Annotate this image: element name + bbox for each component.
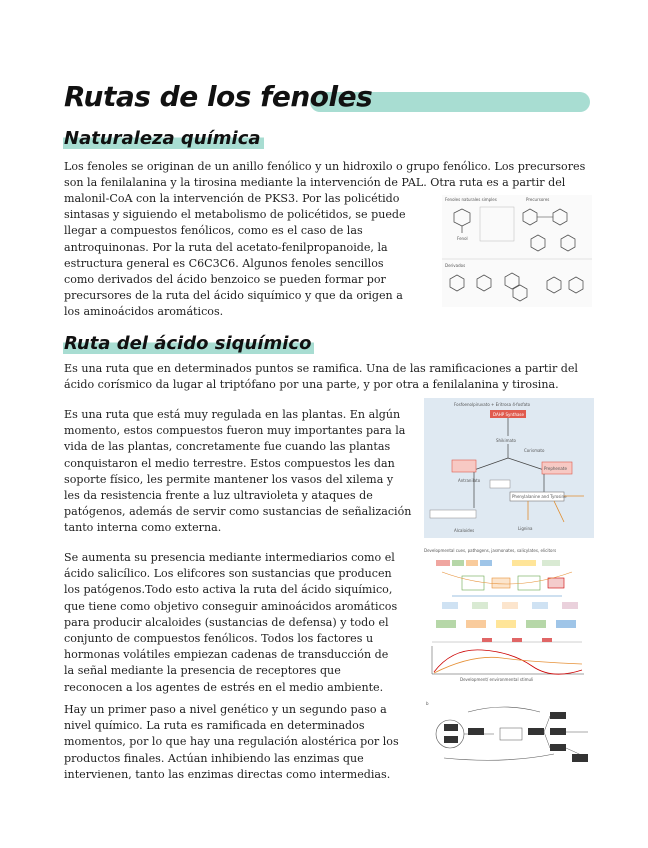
fig-shik-box2: Prephenate — [544, 466, 567, 471]
figure-signaling — [422, 546, 592, 684]
fig-shik-node3: Antranilato — [458, 478, 481, 483]
section-heading-naturaleza — [63, 128, 264, 149]
fig-phenols-label-b: Derivados — [445, 263, 466, 268]
fig-sig-header: Developmental cues, pathogens, jasmonates, salicylates, elicitors — [424, 548, 557, 553]
fig-phenols-right-title: Precursores — [526, 197, 550, 202]
section-heading-siquimico-text: Ruta del ácido siquímico — [63, 333, 314, 354]
fig-shik-out2: Alcaloides — [454, 528, 475, 533]
title-block — [64, 80, 604, 120]
fig-reg-label: b — [426, 701, 429, 706]
fig-phenols-label-a: Fenol — [457, 236, 468, 241]
figure-regulation — [424, 698, 594, 766]
paragraph-siquimico-3: Se aumenta su presencia mediante intermediarios como el ácido salicílico. Los elifcores son sustancias que producen los patógenos.Todo esto activa la ruta del ácido siquímico, que tiene como objetivo conseguir aminoácidos aromáticos para producir alcaloides (sustancias de defensa) y todo el conjunto de compuestos fenólicos. Todos los factores u hormonas volátiles empiezan cadenas de transducción de la señal mediante la presencia de receptores que reconocen a los agentes de estrés en el medio ambiente. — [64, 551, 398, 694]
paragraph-naturaleza-wrapped: malonil-CoA con la intervención de PKS3. Por las policétido sintasas y siguiendo el metabolismo de policétidos, se puede llegar a compuestos fenólicos, como es el caso de las antroquinonas. Por la ruta del acetato-fenilpropanoide, la estructura general es C6C3C6. Algunos fenoles sencillos como derivados del ácido benzoico se pueden formar por precursores de la ruta del ácido siquímico y que da origen a los aminoácidos aromáticos. — [64, 192, 406, 319]
section-heading-siquimico — [63, 333, 314, 354]
paragraph-naturaleza-line-2: son la fenilalanina y la tirosina mediante la intervención de PAL. Otra ruta es a partir del — [64, 176, 566, 189]
fig-shik-box1: DAHP Synthase — [493, 412, 524, 417]
paragraph-naturaleza-line-1: Los fenoles se originan de un anillo fenólico y un hidroxilo o grupo fenólico. Los precursores — [64, 160, 586, 173]
fig-shik-node1: Shikimato — [496, 438, 516, 443]
fig-phenols-left-title: Fenoles naturales simples — [445, 197, 497, 202]
paragraph-siquimico-4: Hay un primer paso a nivel genético y un segundo paso a nivel químico. La ruta es ramificada en determinados momentos, por lo que hay una regulación alostérica por los productos finales. Actúan inhibiendo las enzimas que intervienen, tanto las enzimas directas como intermedias. — [64, 703, 399, 781]
figure-shikimate-pathway — [424, 398, 594, 538]
paragraph-siquimico-1: Es una ruta que en determinados puntos se ramifica. Una de las ramificaciones a partir del ácido corísmico da lugar al triptófano por una parte, y por otra a fenilalanina y tirosina. — [64, 362, 578, 392]
fig-shik-out3: Lignina — [518, 526, 533, 531]
fig-shik-node2: Corismato — [524, 448, 545, 453]
section-heading-naturaleza-text: Naturaleza química — [63, 128, 264, 149]
page-title: Rutas de los fenoles — [64, 80, 373, 113]
paragraph-siquimico-2: Es una ruta que está muy regulada en las plantas. En algún momento, estos compuestos fueron muy importantes para la vida de las plantas, concretamente fue cuando las plantas conquistaron el medio terrestre. Estos compuestos les dan soporte físico, les permite mantener los vasos del xilema y les da resistencia frente a luz ultravioleta y ataques de patógenos, además de servir como sustancias de señalización tanto interna como externa. — [64, 408, 412, 535]
fig-shik-box3: Phenylalanine and Tyrosine — [512, 494, 567, 499]
fig-sig-bottom: Development/ environmental stimuli — [460, 677, 534, 682]
fig-shik-top: Fosfoenolpiruvato + Eritrosa 4-fosfato — [454, 402, 531, 407]
figure-phenols — [442, 195, 592, 307]
